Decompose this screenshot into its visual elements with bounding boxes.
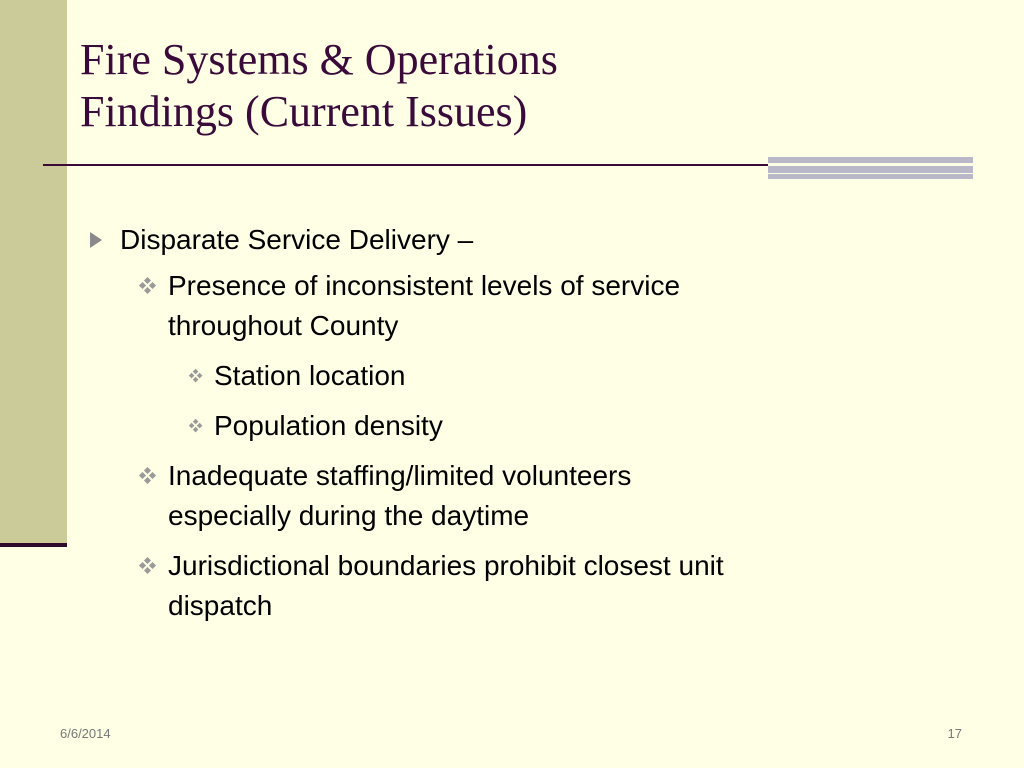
slide-title-line2: Findings (Current Issues) bbox=[80, 87, 528, 136]
bullet-level2-2 bbox=[140, 456, 631, 536]
bullet-text bbox=[168, 546, 724, 626]
title-accent-bar bbox=[768, 157, 973, 179]
bullet-text: Station location bbox=[214, 360, 406, 391]
diamond-bullet-icon bbox=[190, 420, 203, 433]
bullet-line: especially during the daytime bbox=[168, 500, 530, 531]
diamond-bullet-icon bbox=[140, 468, 156, 484]
slide-title bbox=[80, 34, 980, 138]
footer-date: 6/6/2014 bbox=[60, 726, 111, 741]
slide-title-line1: Fire Systems & Operations bbox=[80, 35, 558, 84]
diamond-bullet-icon bbox=[190, 370, 203, 383]
bullet-level2-3 bbox=[140, 546, 724, 626]
page-number: 17 bbox=[947, 726, 962, 741]
bullet-line: throughout County bbox=[168, 310, 399, 341]
arrow-bullet-icon bbox=[90, 232, 102, 248]
bullet-line: dispatch bbox=[168, 590, 273, 621]
diamond-bullet-icon bbox=[140, 558, 156, 574]
bullet-text: Disparate Service Delivery – bbox=[120, 224, 474, 255]
diamond-bullet-icon bbox=[140, 278, 156, 294]
side-band bbox=[0, 0, 67, 546]
bullet-text: Population density bbox=[214, 410, 443, 441]
side-rule bbox=[0, 543, 67, 547]
bullet-line: Jurisdictional boundaries prohibit closest unit bbox=[168, 550, 724, 581]
bullet-level2-1 bbox=[140, 266, 680, 346]
bullet-line: Presence of inconsistent levels of service bbox=[168, 270, 681, 301]
bullet-level1 bbox=[90, 220, 473, 260]
bullet-text bbox=[168, 266, 680, 346]
bullet-level3-1 bbox=[188, 356, 405, 396]
bullet-line: Inadequate staffing/limited volunteers bbox=[168, 460, 632, 491]
bullet-text bbox=[168, 456, 631, 536]
bullet-level3-2 bbox=[188, 406, 443, 446]
